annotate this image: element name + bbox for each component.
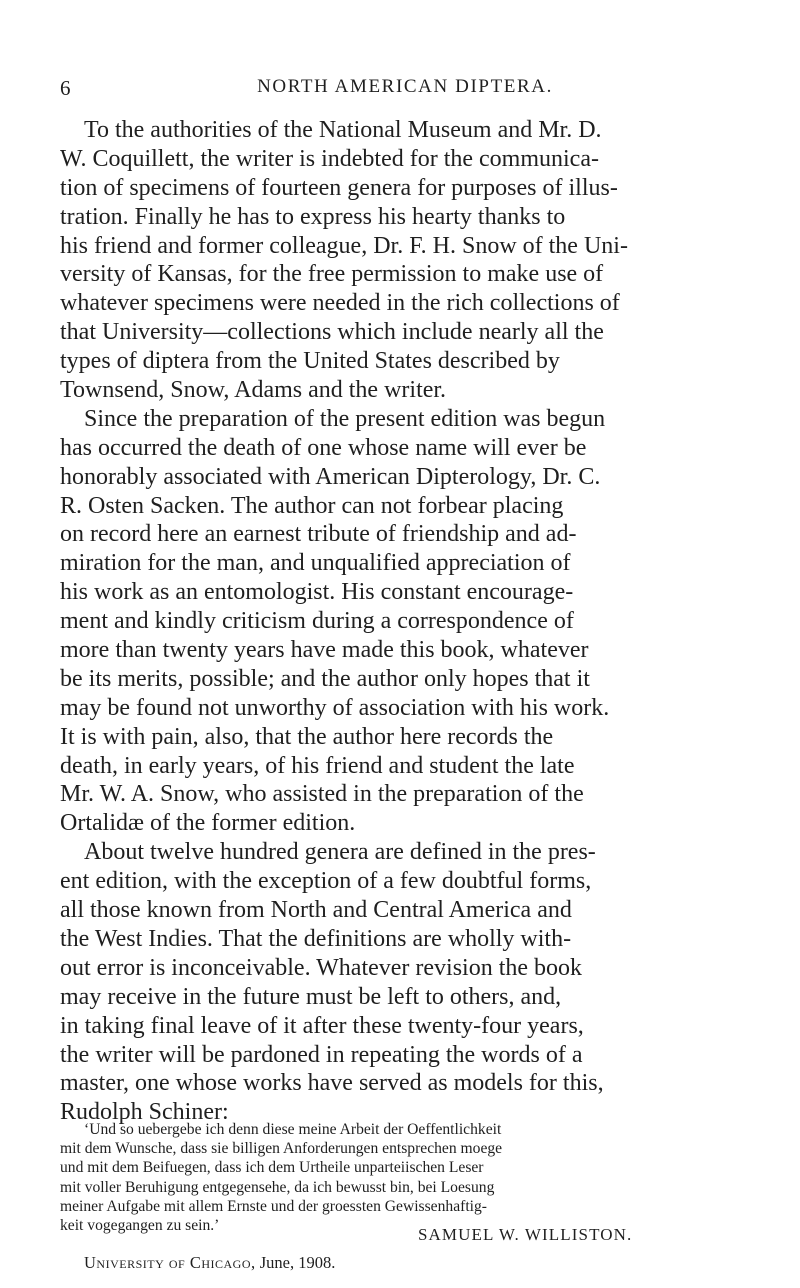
page-number: 6 [60, 76, 71, 100]
text-line: R. Osten Sacken. The author can not forbear placing [60, 492, 564, 519]
text-line: Mr. W. A. Snow, who assisted in the preparation of the [60, 781, 584, 808]
quote-line: ‘Und so uebergebe ich denn diese meine Arbeit der Oeffentlichkeit [84, 1121, 502, 1138]
quote-line: und mit dem Beifuegen, dass ich dem Urtheile unparteiischen Leser [60, 1159, 484, 1177]
text-line: the writer will be pardoned in repeating the words of a [60, 1041, 583, 1068]
text-line: may receive in the future must be left to others, and, [60, 983, 562, 1010]
text-line: be its merits, possible; and the author only hopes that it [60, 665, 590, 692]
quote-line: keit vogegangen zu sein.’ [60, 1216, 220, 1234]
text-line: About twelve hundred genera are defined in the pres- [84, 839, 596, 866]
preface-date: June, 1908. [259, 1253, 336, 1272]
text-line: has occurred the death of one whose name will ever be [60, 434, 587, 461]
text-line: his friend and former colleague, Dr. F. H. Snow of the Uni- [60, 232, 628, 259]
text-line: miration for the man, and unqualified appreciation of [60, 550, 571, 577]
text-line: all those known from North and Central America and [60, 897, 572, 924]
text-line: ent edition, with the exception of a few doubtful forms, [60, 868, 592, 895]
text-line: Ortalidæ of the former edition. [60, 810, 356, 837]
text-line: on record here an earnest tribute of friendship and ad- [60, 521, 577, 548]
text-line: death, in early years, of his friend and student the late [60, 752, 575, 779]
text-line: Since the preparation of the present edition was begun [84, 405, 606, 432]
text-line: his work as an entomologist. His constant encourage- [60, 579, 574, 606]
text-line: more than twenty years have made this book, whatever [60, 637, 589, 664]
text-line: whatever specimens were needed in the rich collections of [60, 290, 620, 317]
text-line: master, one whose works have served as models for this, [60, 1070, 604, 1097]
text-line: tion of specimens of fourteen genera for purposes of illus- [60, 174, 618, 201]
text-line: ment and kindly criticism during a correspondence of [60, 608, 574, 635]
quote-line: mit voller Beruhigung entgegensehe, da ich bewusst bin, bei Loesung [60, 1178, 495, 1196]
text-line: versity of Kansas, for the free permission to make use of [60, 261, 604, 288]
affiliation-line [84, 1253, 335, 1273]
institution-name: University of Chicago, [84, 1253, 256, 1272]
text-line: in taking final leave of it after these twenty-four years, [60, 1012, 584, 1039]
text-line: types of diptera from the United States described by [60, 348, 560, 375]
text-line: out error is inconceivable. Whatever revision the book [60, 954, 583, 981]
text-line: Rudolph Schiner: [60, 1099, 229, 1126]
quote-line: mit dem Wunsche, dass sie billigen Anforderungen entsprechen moege [60, 1140, 503, 1158]
page-header [60, 76, 750, 106]
author-signature: SAMUEL W. WILLISTON. [418, 1225, 633, 1244]
text-line: honorably associated with American Dipterology, Dr. C. [60, 463, 601, 490]
text-line: To the authorities of the National Museum and Mr. D. [84, 117, 602, 143]
text-line: may be found not unworthy of association with his work. [60, 694, 610, 721]
text-line: Townsend, Snow, Adams and the writer. [60, 377, 447, 404]
text-line: It is with pain, also, that the author here records the [60, 723, 554, 750]
text-line: that University—collections which include nearly all the [60, 319, 604, 346]
text-line: the West Indies. That the definitions are wholly with- [60, 925, 572, 952]
text-line: W. Coquillett, the writer is indebted for the communica- [60, 145, 599, 172]
quote-line: meiner Aufgabe mit allem Ernste und der groessten Gewissenhaftig- [60, 1197, 487, 1215]
preface-body [60, 116, 750, 1127]
running-head: NORTH AMERICAN DIPTERA. [257, 76, 553, 97]
text-line: tration. Finally he has to express his hearty thanks to [60, 203, 566, 230]
schiner-quote [60, 1120, 750, 1235]
